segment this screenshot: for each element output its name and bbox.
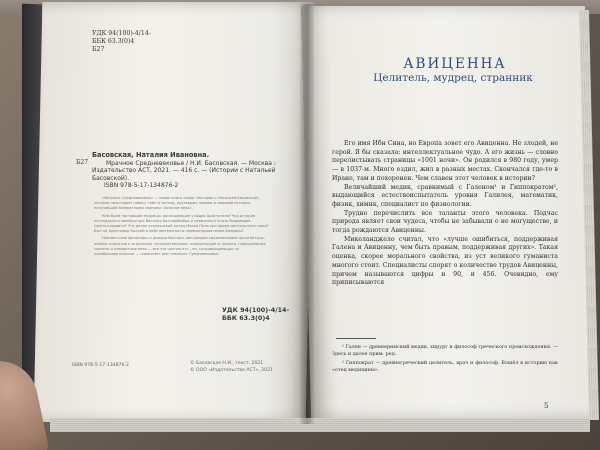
udk-block-bottom — [222, 306, 289, 322]
bbk-line: ББК 63.3(0)4 — [222, 314, 270, 322]
copyright-line: © Басовская Н.И., текст, 2021 — [190, 361, 264, 366]
footnote: ¹ Гален — древнеримский медик, хирург и философ греческого происхождения. — Здесь и далее прим. ред. — [332, 344, 558, 357]
isbn-bottom: ISBN 978-5-17-134876-2 — [72, 363, 129, 368]
page-edges-bottom — [50, 418, 590, 432]
body-paragraph: Его имя Ибн Сина, но Европа зовет его Авиценна. Не злодей, не герой. Я бы сказала: интеллектуальное чудо. А его жизнь — словно перелистывать страницы «1001 ночи». Он родился в 980 году, умер — в 1037-м. Много ездил, жил в разных местах. Скончался где-то в Иране, там и похоронен. Чем славен этот человек в истории? — [332, 140, 558, 182]
chapter-body — [332, 140, 558, 288]
udk-block-top — [92, 30, 212, 54]
footnote: ² Гиппократ — древнегреческий целитель, врач и философ. Вошёл в историю как «отец медицины». — [332, 360, 558, 373]
body-paragraph: Величайший медик, сравнимый с Галеном¹ и Гиппократом², выдающийся естествоиспытатель уровня Галилея, математик, физик, химик, специалист по физиологии. — [332, 183, 558, 208]
footnotes — [332, 344, 558, 376]
udk-line: УДК 94(100)-4/14- — [222, 306, 290, 314]
isbn: ISBN 978-5-17-134876-2 — [104, 182, 179, 189]
catalog-code: Б27 — [76, 159, 89, 166]
author-heading: Басовская, Наталия Ивановна. — [92, 151, 210, 159]
udk-line: УДК 94(100)-4/14- — [92, 30, 151, 37]
chapter-title: АВИЦЕННА — [403, 56, 507, 72]
bibliographic-entry: Мрачное Средневековье / Н.И. Басовская. — Москва : Издательство АСТ, 2021. — 416 с. — (Истории с Натальей Басовской). — [92, 160, 276, 182]
catalog-code-line: Б27 — [92, 46, 105, 53]
body-paragraph: Трудно перечислить все таланты этого человека. Подчас природа являет свои чудеса, чтобы не забывали о не могуществе, и тогда рождаются Авиценны. — [332, 209, 558, 235]
bbk-line: ББК 63.3(0)4 — [92, 38, 135, 45]
book-gutter — [300, 4, 314, 424]
copyright — [190, 361, 273, 374]
page-number: 5 — [544, 402, 549, 410]
annotation-paragraph: Неизвестные философы и рыцари Востока, венчующие средневековой архитектуры, особые открытия и отдельные путешественники, немеркнущие и тревоги, повседневные сюжеты и поворотные вехи — все это частью отс…ни, сопровождающих на преобразовательном — «мрачное» или «темное» Средневековье. — [94, 236, 266, 257]
footnote-divider — [336, 338, 376, 339]
body-paragraph: Микеланджело считал, что «лучше ошибиться, поддерживая Галена и Авиценну, чем быть правым, поддерживая других». Такая оценка, скорее морального свойства, из уст великого гуманиста многого стоит. Специалисты спорят о количестве трудов Авиценны, причем называются цифры и 90, и 456. Очевидно, ему приписываются — [332, 235, 558, 287]
annotation-paragraph: «Мрачное Средневековье» — новая книга серии «Истории с Натальей Басовской», которая приоткроет завесу тайн и легенд, окутавших первых в мировой истории, получивший возвратными званием «Золотое века». — [94, 196, 261, 211]
chapter-subtitle: Целитель, мудрец, странник — [373, 72, 533, 84]
copyright-line: © ООО «Издательство АСТ», 2021 — [190, 367, 273, 373]
annotation — [94, 196, 274, 259]
annotation-paragraph: Кем были настоящие мудрецы, восхищающие учащих Аристотеля? Чья история легендарного императора Василия Болгаробойца и невеликого князя Владимира Святославовича? Что делал итальянский купец Марко Поло при дворе монгольского хана? Был ли Христофор Колумб в действительности первооткрывателем Америки? — [94, 213, 269, 234]
